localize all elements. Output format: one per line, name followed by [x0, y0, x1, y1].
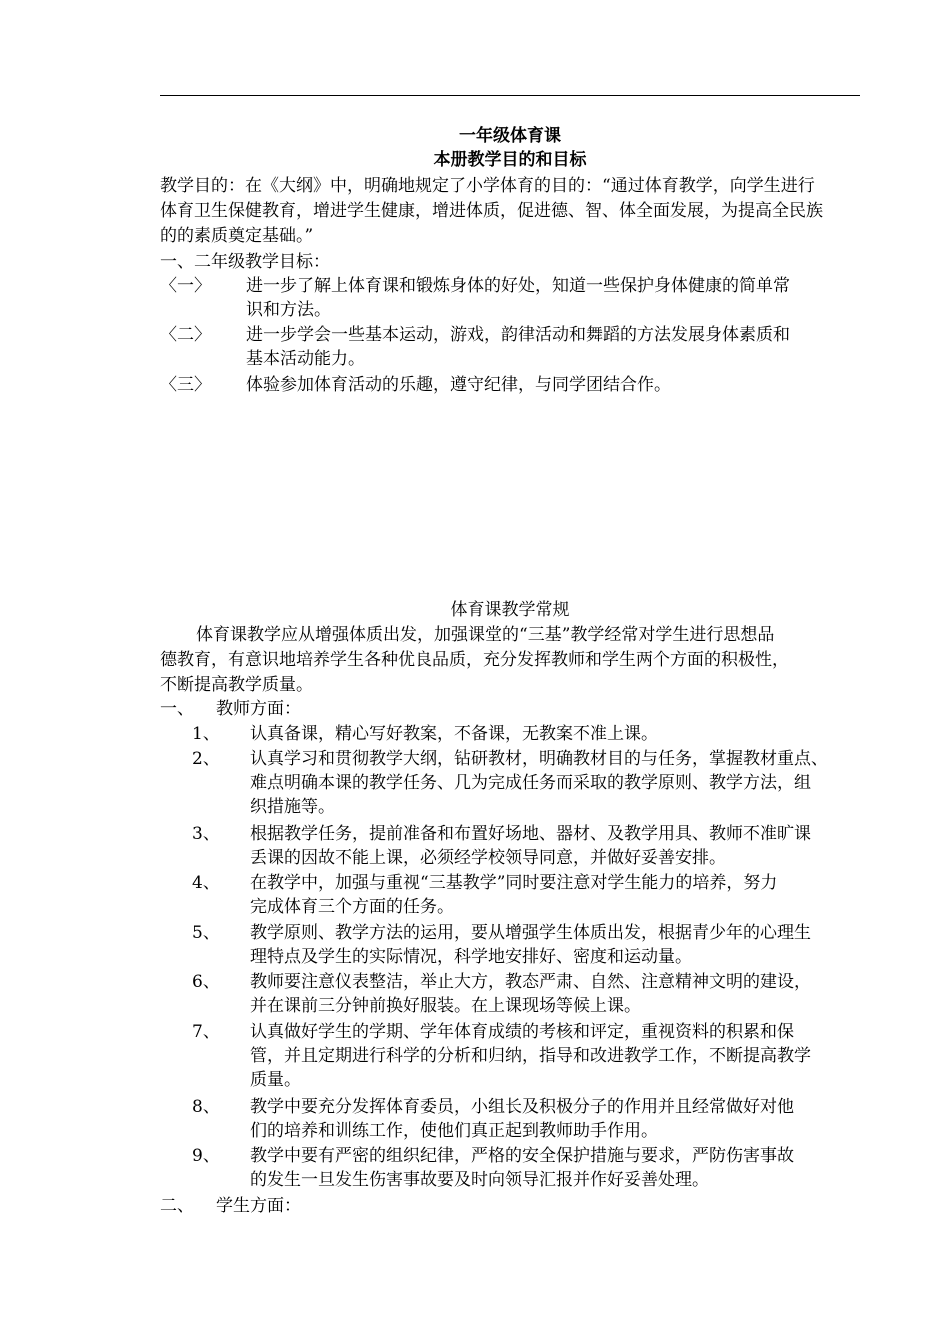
teacher-section-heading: [160, 697, 860, 723]
section-text: 教师方面：: [216, 699, 301, 719]
intro-line: 的的素质奠定基础。”: [160, 226, 314, 246]
item-number: 9、: [192, 1146, 220, 1166]
item-line: 认真学习和贯彻教学大纲，钻研教材，明确教材目的与任务，掌握教材重点、: [250, 749, 828, 769]
section-label: 一、: [160, 699, 194, 719]
goal-item: [160, 323, 860, 373]
goal-line: 识和方法。: [246, 300, 331, 320]
item-line: 完成体育三个方面的任务。: [250, 897, 454, 917]
goal-line: 进一步学会一些基本运动，游戏，韵律活动和舞蹈的方法发展身体素质和: [246, 325, 790, 345]
item-number: 6、: [192, 972, 220, 992]
goal-line: 进一步了解上体育课和锻炼身体的好处，知道一些保护身体健康的简单常: [246, 276, 790, 296]
teacher-item: [160, 1095, 860, 1145]
item-line: 并在课前三分钟前换好服装。在上课现场等候上课。: [250, 996, 641, 1016]
item-number: 4、: [192, 873, 220, 893]
goal-item: [160, 373, 860, 399]
item-line: 教学中要有严密的组织纪律，严格的安全保护措施与要求，严防伤害事故: [250, 1146, 794, 1166]
goal-line: 体验参加体育活动的乐趣，遵守纪律，与同学团结合作。: [246, 375, 671, 395]
item-line: 认真备课，精心写好教案，不备课，无教案不准上课。: [250, 724, 658, 744]
item-line: 们的培养和训练工作，使他们真正起到教师助手作用。: [250, 1121, 658, 1141]
teacher-item: [160, 871, 860, 921]
item-line: 织措施等。: [250, 797, 335, 817]
item-line: 丢课的因故不能上课，必须经学校领导同意，并做好妥善安排。: [250, 848, 726, 868]
teacher-item: [160, 722, 860, 748]
item-line: 教学中要充分发挥体育委员，小组长及积极分子的作用并且经常做好对他: [250, 1097, 794, 1117]
item-number: 8、: [192, 1097, 220, 1117]
item-line: 理特点及学生的实际情况，科学地安排好、密度和运动量。: [250, 947, 692, 967]
item-line: 的发生一旦发生伤害事故要及时向领导汇报并作好妥善处理。: [250, 1170, 709, 1190]
teacher-item: [160, 1144, 860, 1194]
teacher-item: [160, 1020, 860, 1095]
teacher-item: [160, 747, 860, 822]
doc-subtitle: 本册教学目的和目标: [433, 150, 587, 170]
header-rule: [160, 95, 860, 96]
item-number: 5、: [192, 923, 220, 943]
item-line: 教学原则、教学方法的运用，要从增强学生体质出发，根据青少年的心理生: [250, 923, 811, 943]
teacher-item: [160, 921, 860, 971]
routine-intro-line: 德教育，有意识地培养学生各种优良品质，充分发挥教师和学生两个方面的积极性，: [160, 650, 789, 670]
goal-line: 基本活动能力。: [246, 349, 365, 369]
goal-item: [160, 274, 860, 324]
item-line: 认真做好学生的学期、学年体育成绩的考核和评定，重视资料的积累和保: [250, 1022, 794, 1042]
item-line: 管，并且定期进行科学的分析和归纳，指导和改进教学工作，不断提高教学: [250, 1046, 811, 1066]
item-number: 3、: [192, 824, 220, 844]
item-number: 2、: [192, 749, 220, 769]
routine-title: 体育课教学常规: [450, 600, 570, 620]
item-line: 根据教学任务，提前准备和布置好场地、器材、及教学用具、教师不准旷课: [250, 824, 811, 844]
item-line: 难点明确本课的教学任务、几为完成任务而采取的教学原则、教学方法，组: [250, 773, 811, 793]
item-line: 在教学中，加强与重视“三基教学”同时要注意对学生能力的培养，努力: [250, 873, 778, 893]
intro-line: 体育卫生保健教育，增进学生健康，增进体质，促进德、智、体全面发展，为提高全民族: [160, 201, 823, 221]
item-number: 1、: [192, 724, 220, 744]
goal-label: 〈二〉: [160, 325, 211, 345]
teacher-item: [160, 970, 860, 1020]
goal-label: 〈一〉: [160, 276, 211, 296]
routine-intro-line: 体育课教学应从增强体质出发，加强课堂的“三基”教学经常对学生进行思想品: [196, 625, 775, 645]
item-line: 教师要注意仪表整洁，举止大方，教态严肃、自然、注意精神文明的建设，: [250, 972, 811, 992]
item-line: 质量。: [250, 1070, 301, 1090]
intro-line: 教学目的：在《大纲》中，明确地规定了小学体育的目的：“通过体育教学，向学生进行: [160, 176, 815, 196]
teacher-item: [160, 822, 860, 872]
item-number: 7、: [192, 1022, 220, 1042]
section-text: 学生方面：: [216, 1196, 301, 1216]
goal-label: 〈三〉: [160, 375, 211, 395]
doc-title: 一年级体育课: [459, 126, 561, 146]
routine-intro-line: 不断提高教学质量。: [160, 675, 313, 695]
student-section-heading: [160, 1194, 860, 1220]
section-label: 二、: [160, 1196, 194, 1216]
goals-heading: 一、二年级教学目标：: [160, 252, 330, 272]
